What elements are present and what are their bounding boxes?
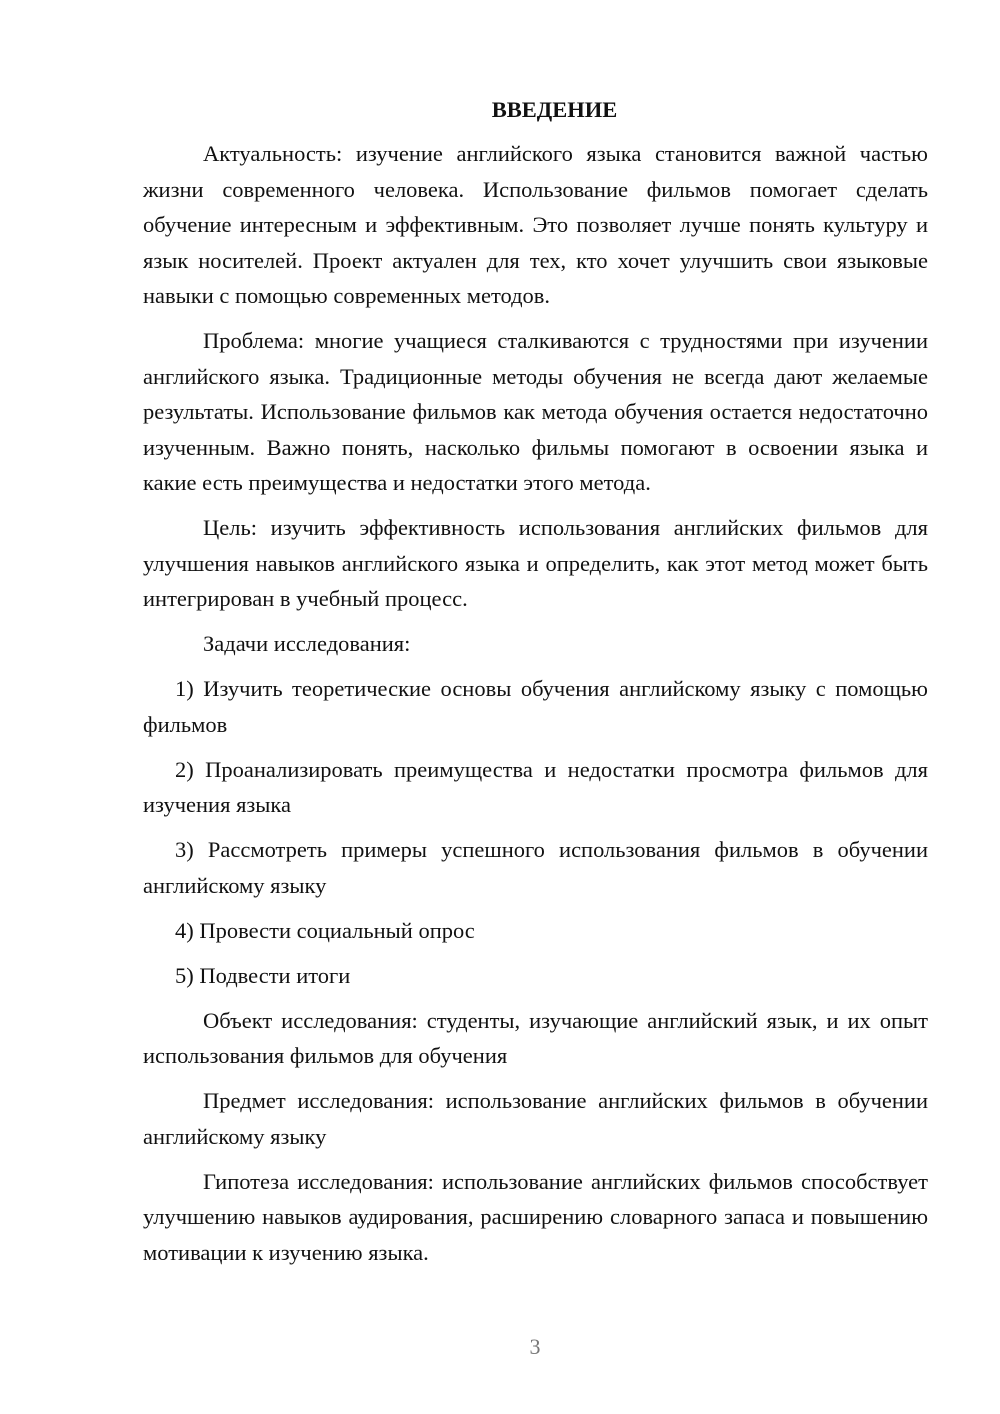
list-item: 1) Изучить теоретические основы обучения английскому языку с помощью фильмов <box>143 676 928 737</box>
tasks-title: Задачи исследования: <box>203 631 411 656</box>
list-item: 5) Подвести итоги <box>175 962 351 988</box>
paragraph-problem: Проблема: многие учащиеся сталкиваются с трудностями при изучении английского языка. Традиционные методы обучения не всегда дают желаемые результаты. Использование фильмов как метода обучения остается недостаточно изученным. Важно понять, насколько фильмы помогают в освоении языка и какие есть преимущества и недостатки этого метода. <box>143 328 928 495</box>
paragraph-goal: Цель: изучить эффективность использования английских фильмов для улучшения навыков английского языка и определить, как этот метод может быть интегрирован в учебный процесс. <box>143 515 928 611</box>
list-item: 4) Провести социальный опрос <box>175 917 475 943</box>
page-number: 3 <box>529 1334 541 1359</box>
list-item: 2) Проанализировать преимущества и недостатки просмотра фильмов для изучения языка <box>143 756 928 817</box>
paragraph-subject: Предмет исследования: использование английских фильмов в обучении английскому языку <box>143 1088 928 1149</box>
paragraph-hypothesis: Гипотеза исследования: использование английских фильмов способствует улучшению навыков аудирования, расширению словарного запаса и повышению мотивации к изучению языка. <box>143 1168 928 1265</box>
section-heading: ВВЕДЕНИЕ <box>491 97 618 122</box>
document-page <box>143 92 928 1270</box>
list-item: 3) Рассмотреть примеры успешного использования фильмов в обучении английскому языку <box>143 837 928 898</box>
paragraph-object: Объект исследования: студенты, изучающие английский язык, и их опыт использования фильмов для обучения <box>143 1007 928 1068</box>
tasks-list <box>143 671 928 993</box>
paragraph-relevance: Актуальность: изучение английского языка становится важной частью жизни современного человека. Использование фильмов помогает сделать обучение интересным и эффективным. Это позволяет лучше понять культуру и язык носителей. Проект актуален для тех, кто хочет улучшить свои языковые навыки с помощью современных методов. <box>143 141 928 308</box>
